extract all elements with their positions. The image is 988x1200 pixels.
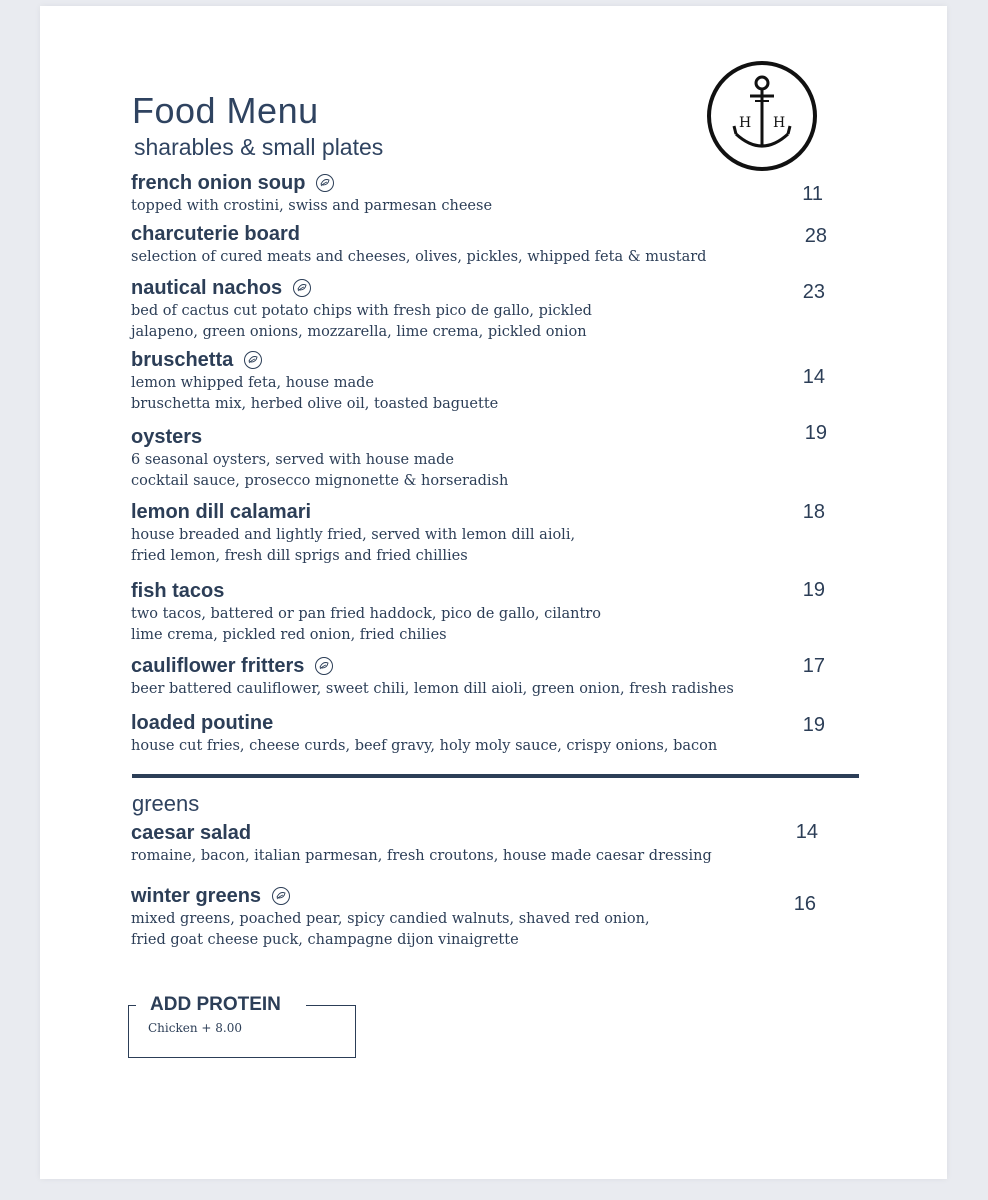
menu-item-name-text: french onion soup (131, 172, 306, 194)
menu-item-name (131, 425, 202, 449)
menu-item-description: romaine, bacon, italian parmesan, fresh croutons, house made caesar dressing (131, 848, 712, 864)
menu-item-price: 19 (804, 422, 827, 444)
menu-item-price: 18 (802, 501, 825, 523)
menu-item-price: 19 (802, 579, 825, 601)
menu-item (131, 579, 851, 646)
menu-item-price: 19 (802, 714, 825, 736)
menu-item (131, 348, 851, 415)
logo-letter: H (773, 115, 786, 131)
vegetarian-leaf-icon (292, 278, 312, 298)
menu-item-description: house cut fries, cheese curds, beef gravy, holy moly sauce, crispy onions, bacon (131, 738, 718, 754)
menu-item-name (131, 171, 335, 195)
menu-item-name-text: winter greens (131, 885, 262, 907)
menu-item-name (131, 500, 311, 524)
menu-item-name (131, 821, 251, 845)
menu-item-price: 28 (804, 225, 827, 247)
logo-letter: H (739, 115, 752, 131)
menu-item-name-text: nautical nachos (131, 277, 283, 299)
menu-item (131, 425, 851, 492)
menu-item-name-text: bruschetta (131, 349, 234, 371)
add-protein-option: Chicken + 8.00 (148, 1021, 242, 1035)
menu-item-description: 6 seasonal oysters, served with house made cocktail sauce, prosecco mignonette & horseradish (131, 452, 509, 489)
menu-item (131, 222, 851, 268)
menu-item (131, 884, 851, 951)
page-title: Food Menu (132, 90, 319, 131)
menu-item-name (131, 579, 224, 603)
menu-item (131, 654, 851, 700)
menu-item (131, 711, 851, 757)
menu-item-name-text: lemon dill calamari (131, 501, 312, 523)
menu-item-description: topped with crostini, swiss and parmesan cheese (131, 198, 493, 214)
vegetarian-leaf-icon (271, 886, 291, 906)
menu-item-name-text: cauliflower fritters (131, 655, 305, 677)
vegetarian-leaf-icon (315, 173, 335, 193)
menu-item-description: selection of cured meats and cheeses, olives, pickles, whipped feta & mustard (131, 249, 707, 265)
menu-item (131, 500, 851, 567)
menu-item-price: 16 (793, 893, 816, 915)
menu-item-name (131, 276, 312, 300)
add-protein-title: ADD PROTEIN (150, 994, 281, 1015)
menu-item (131, 171, 851, 217)
menu-item-name (131, 654, 334, 678)
menu-item-price: 14 (802, 366, 825, 388)
menu-item-name-text: oysters (131, 426, 203, 448)
menu-item-description: two tacos, battered or pan fried haddock, pico de gallo, cilantro lime crema, pickled red onion, fried chilies (131, 606, 601, 643)
menu-item-description: house breaded and lightly fried, served with lemon dill aioli, fried lemon, fresh dill sprigs and fried chillies (131, 527, 576, 564)
vegetarian-leaf-icon (243, 350, 263, 370)
menu-item-name (131, 884, 291, 908)
menu-item-price: 17 (802, 655, 825, 677)
menu-item-name (131, 711, 273, 735)
menu-item-name-text: charcuterie board (131, 223, 300, 245)
menu-item-price: 14 (795, 821, 818, 843)
menu-item-name (131, 222, 300, 246)
menu-item-name-text: caesar salad (131, 822, 252, 844)
menu-item-description: bed of cactus cut potato chips with fresh pico de gallo, pickled jalapeno, green onions, mozzarella, lime crema, pickled onion (131, 303, 592, 340)
menu-item (131, 821, 851, 867)
menu-item (131, 276, 851, 343)
menu-item-price: 23 (802, 281, 825, 303)
anchor-logo-icon (706, 60, 818, 172)
menu-item-name (131, 348, 263, 372)
menu-item-name-text: fish tacos (131, 580, 225, 602)
section-title-sharables: sharables & small plates (134, 134, 384, 160)
menu-page (40, 6, 947, 1179)
menu-item-description: beer battered cauliflower, sweet chili, lemon dill aioli, green onion, fresh radishes (131, 681, 734, 697)
menu-item-name-text: loaded poutine (131, 712, 274, 734)
menu-item-price: 11 (802, 183, 823, 205)
section-divider (132, 774, 859, 778)
section-title-greens: greens (132, 791, 200, 816)
menu-item-description: mixed greens, poached pear, spicy candied walnuts, shaved red onion, fried goat cheese puck, champagne dijon vinaigrette (131, 911, 650, 948)
menu-item-description: lemon whipped feta, house made bruschetta mix, herbed olive oil, toasted baguette (131, 375, 499, 412)
vegetarian-leaf-icon (314, 656, 334, 676)
